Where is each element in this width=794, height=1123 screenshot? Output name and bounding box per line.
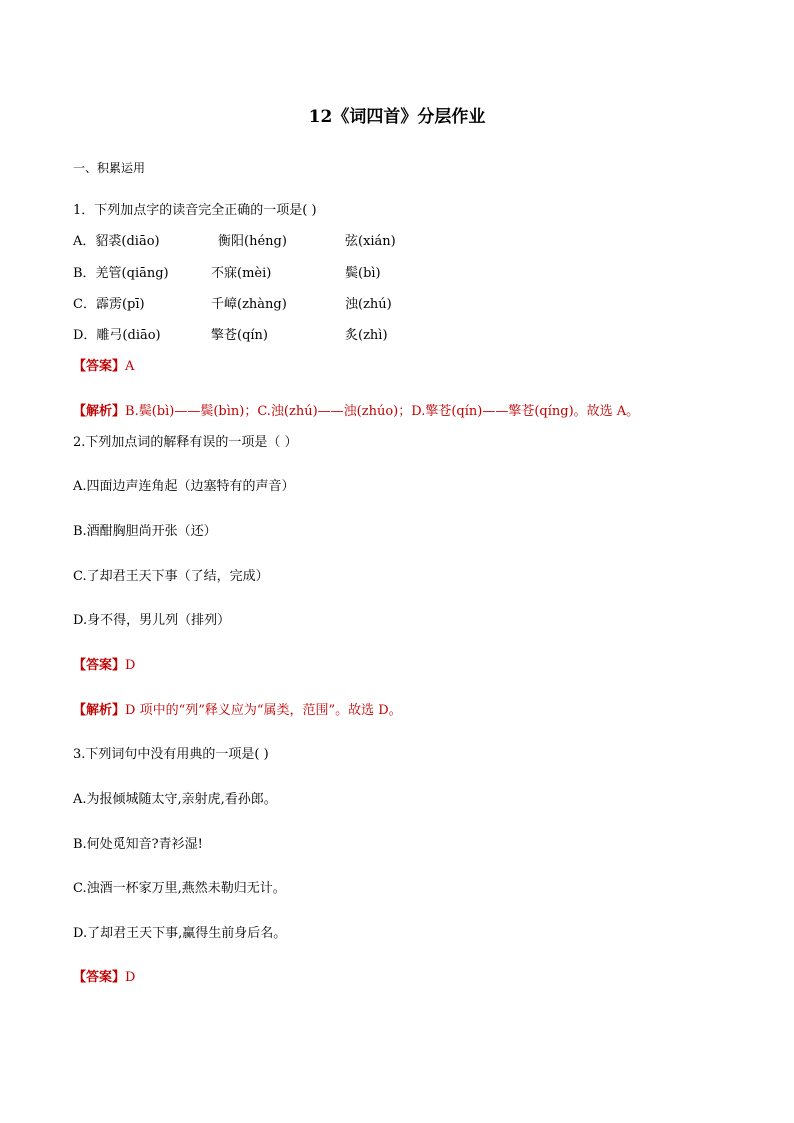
section-heading: 一、积累运用 bbox=[73, 161, 146, 175]
option-part: 浊(zhú) bbox=[345, 297, 392, 312]
question-3-option-b: B.何处觅知音?青衫湿! bbox=[73, 837, 203, 852]
option-part: 不寐(mèi) bbox=[211, 266, 272, 281]
option-part: A．貂裘(diāo) bbox=[73, 234, 160, 249]
page-title: 12《词四首》分层作业 bbox=[308, 107, 486, 127]
option-part: 弦(xián) bbox=[345, 234, 396, 249]
option-part: 擎苍(qín) bbox=[211, 328, 268, 343]
option-part: B．羌管(qiāng) bbox=[73, 266, 169, 281]
option-part: C．霹雳(pī) bbox=[73, 297, 145, 312]
analysis-text: B.鬓(bì)——鬓(bìn)；C.浊(zhú)——浊(zhúo)；D.擎苍(qín)——擎苍(qíng)。故选 A。 bbox=[125, 404, 640, 419]
option-part: 千嶂(zhàng) bbox=[211, 297, 287, 312]
answer-tag: 【答案】 bbox=[73, 658, 126, 673]
question-2-option-c: C.了却君王天下事（了结，完成） bbox=[73, 569, 269, 584]
answer-value: D bbox=[125, 658, 136, 673]
question-2-answer bbox=[73, 658, 135, 674]
question-1-analysis bbox=[73, 404, 639, 420]
option-part: D．雕弓(diāo) bbox=[73, 328, 161, 343]
question-1-answer bbox=[73, 359, 134, 375]
analysis-text: D 项中的“列”释义应为“属类，范围”。故选 D。 bbox=[125, 703, 402, 718]
question-3-option-d: D.了却君王天下事,赢得生前身后名。 bbox=[73, 926, 287, 941]
question-3-option-c: C.浊酒一杯家万里,燕然未勒归无计。 bbox=[73, 881, 286, 896]
option-part: 衡阳(héng) bbox=[218, 234, 287, 249]
analysis-tag: 【解析】 bbox=[73, 404, 126, 419]
answer-value: D bbox=[125, 970, 136, 985]
question-1-stem: 1．下列加点字的读音完全正确的一项是( ) bbox=[73, 203, 317, 218]
analysis-tag: 【解析】 bbox=[73, 703, 126, 718]
question-2-option-a: A.四面边声连角起（边塞特有的声音） bbox=[73, 479, 295, 494]
answer-value: A bbox=[125, 359, 135, 374]
question-2-option-b: B.酒酣胸胆尚开张（还） bbox=[73, 524, 217, 539]
question-2-option-d: D.身不得，男儿列（排列） bbox=[73, 613, 231, 628]
question-2-stem: 2.下列加点词的解释有误的一项是（ ） bbox=[73, 435, 298, 450]
answer-tag: 【答案】 bbox=[73, 970, 126, 985]
question-3-option-a: A.为报倾城随太守,亲射虎,看孙郎。 bbox=[73, 792, 277, 807]
option-part: 炙(zhì) bbox=[345, 328, 388, 343]
answer-tag: 【答案】 bbox=[73, 359, 126, 374]
question-3-answer bbox=[73, 970, 135, 986]
option-part: 鬓(bì) bbox=[345, 266, 381, 281]
question-2-analysis bbox=[73, 703, 402, 719]
question-3-stem: 3.下列词句中没有用典的一项是( ) bbox=[73, 747, 269, 762]
